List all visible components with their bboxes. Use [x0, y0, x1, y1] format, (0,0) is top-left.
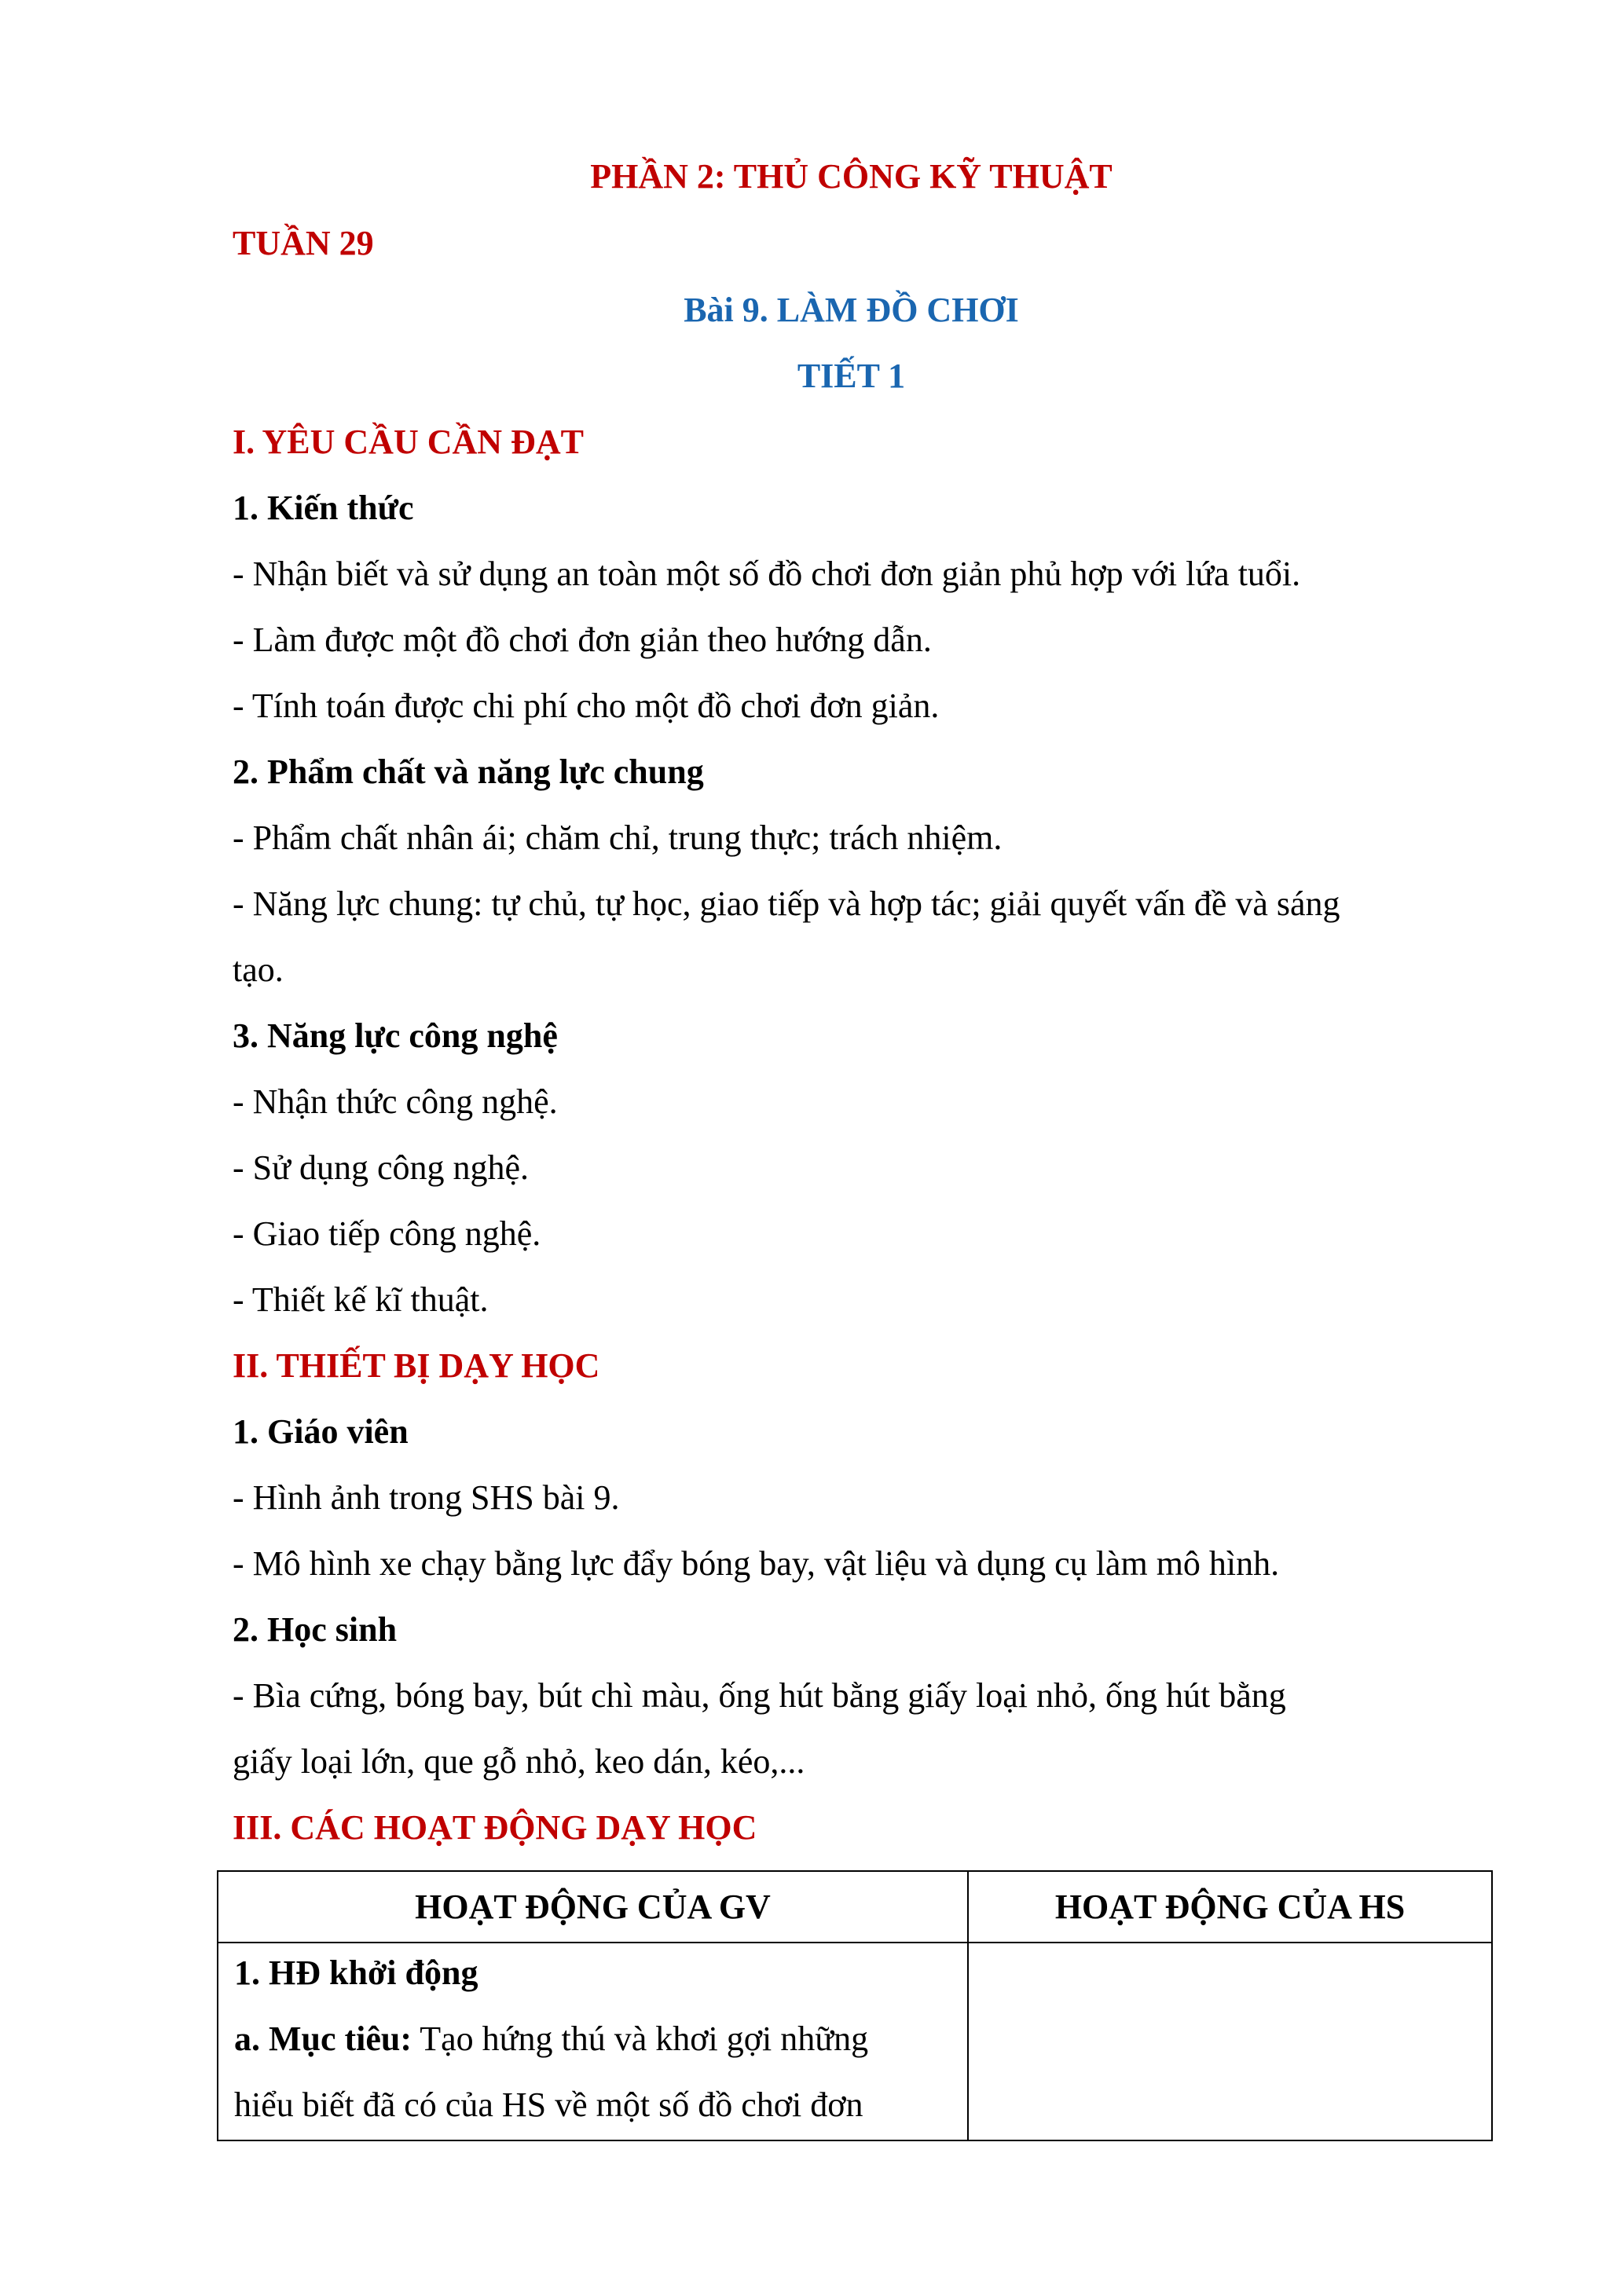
table-header-row [218, 1871, 1492, 1943]
student-activity-header: HOẠT ĐỘNG CỦA HS [968, 1871, 1492, 1943]
student-activity-cell [968, 1943, 1492, 2140]
part-title: PHẦN 2: THỦ CÔNG KỸ THUẬT [590, 157, 1113, 196]
tech-competency-item: - Nhận thức công nghệ. [233, 1082, 558, 1121]
tech-competency-item: - Sử dụng công nghệ. [233, 1148, 530, 1187]
student-item: giấy loại lớn, que gỗ nhỏ, keo dán, kéo,... [233, 1742, 805, 1781]
competency-item: - Năng lực chung: tự chủ, tự học, giao tiếp và hợp tác; giải quyết vấn đề và sáng [233, 884, 1340, 923]
section2-heading: II. THIẾT BỊ DẠY HỌC [233, 1346, 600, 1385]
competency-item: tạo. [233, 950, 284, 989]
knowledge-item: - Tính toán được chi phí cho một đồ chơi đơn giản. [233, 687, 940, 725]
teacher-item: - Mô hình xe chạy bằng lực đẩy bóng bay, vật liệu và dụng cụ làm mô hình. [233, 1544, 1280, 1583]
tech-competency-heading: 3. Năng lực công nghệ [233, 1016, 558, 1055]
knowledge-item: - Nhận biết và sử dụng an toàn một số đồ chơi đơn giản phủ hợp với lứa tuổi. [233, 555, 1301, 593]
knowledge-item: - Làm được một đồ chơi đơn giản theo hướng dẫn. [233, 621, 932, 659]
goal-line-2: hiểu biết đã có của HS về một số đồ chơi đơn [234, 2085, 863, 2124]
lesson-title: Bài 9. LÀM ĐỒ CHƠI [684, 291, 1019, 329]
student-heading: 2. Học sinh [233, 1610, 398, 1649]
teacher-heading: 1. Giáo viên [233, 1412, 409, 1451]
student-item: - Bìa cứng, bóng bay, bút chì màu, ống hút bằng giấy loại nhỏ, ống hút bằng [233, 1676, 1286, 1715]
section3-heading: III. CÁC HOẠT ĐỘNG DẠY HỌC [233, 1808, 757, 1847]
goal-text: Tạo hứng thú và khơi gợi những [412, 2020, 869, 2058]
week-label: TUẦN 29 [233, 224, 374, 262]
goal-line [218, 2006, 967, 2072]
teacher-activity-cell [218, 1943, 968, 2140]
table-row [218, 1943, 1492, 2140]
section1-heading: I. YÊU CẦU CẦN ĐẠT [233, 423, 584, 461]
teacher-item: - Hình ảnh trong SHS bài 9. [233, 1478, 620, 1517]
teacher-activity-header: HOẠT ĐỘNG CỦA GV [218, 1871, 968, 1943]
competency-heading: 2. Phẩm chất và năng lực chung [233, 753, 704, 791]
competency-item: - Phẩm chất nhân ái; chăm chỉ, trung thực; trách nhiệm. [233, 818, 1003, 857]
activity-heading: 1. HĐ khởi động [234, 1954, 478, 1992]
activities-table [217, 1870, 1493, 2141]
period-label: TIẾT 1 [797, 357, 906, 395]
tech-competency-item: - Giao tiếp công nghệ. [233, 1214, 541, 1253]
knowledge-heading: 1. Kiến thức [233, 489, 414, 527]
tech-competency-item: - Thiết kế kĩ thuật. [233, 1280, 489, 1319]
goal-label: a. Mục tiêu: [234, 2020, 412, 2058]
